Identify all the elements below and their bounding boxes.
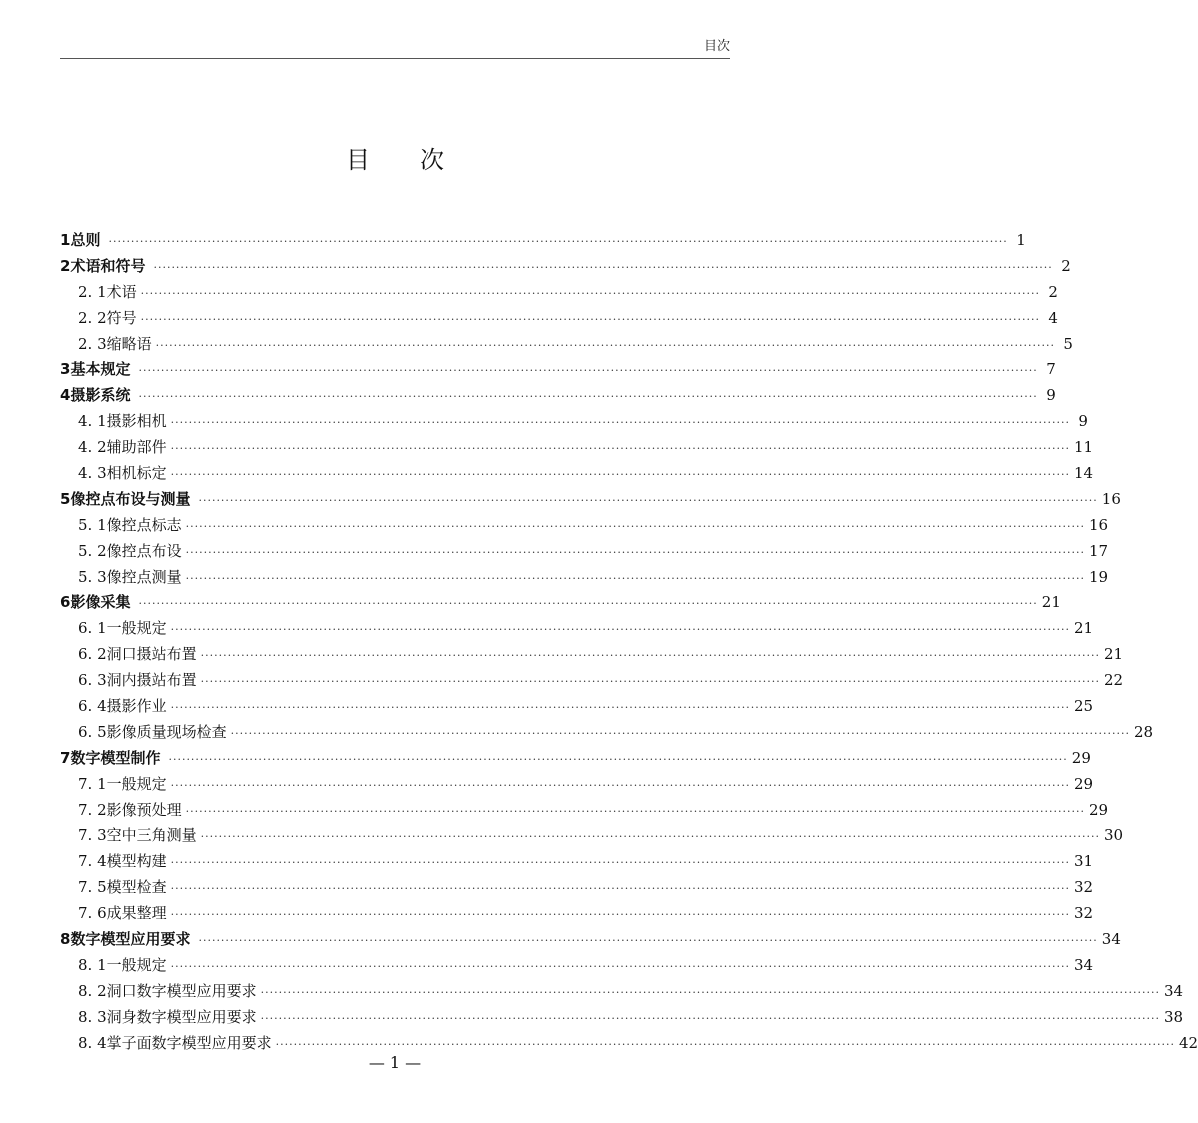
toc-entry-page: 28: [1133, 722, 1154, 741]
toc-entry[interactable]: [60, 487, 1121, 513]
toc-entry-page: 4: [1048, 308, 1058, 327]
toc-entry[interactable]: [60, 383, 1056, 409]
toc-entry-page: 19: [1088, 567, 1109, 586]
toc-leader-dots: ········································································································································································································: [170, 882, 1070, 896]
toc-entry-page: 32: [1073, 878, 1094, 897]
toc-entry-title: 摄影相机: [106, 412, 167, 431]
toc-entry-number: 6: [60, 593, 71, 612]
toc-entry[interactable]: [60, 539, 1109, 565]
toc-entry[interactable]: [60, 642, 1124, 668]
toc-entry-title: 像控点布设: [106, 541, 182, 560]
toc-entry-title: 模型检查: [106, 878, 167, 897]
toc-entry-title: 一般规定: [106, 619, 167, 638]
toc-entry-number: 6. 5: [78, 722, 107, 741]
toc-leader-dots: ········································································································································································································: [198, 493, 1098, 507]
toc-entry-page: 34: [1073, 955, 1094, 974]
toc-entry-title: 一般规定: [106, 774, 167, 793]
toc-entry-number: 7. 6: [78, 904, 107, 923]
toc-entry-title: 影像预处理: [106, 800, 182, 819]
toc-entry-page: 21: [1103, 645, 1124, 664]
toc-leader-dots: ········································································································································································································: [153, 260, 1053, 274]
toc-entry-title: 术语: [106, 282, 137, 301]
page-number: — 1 —: [368, 1053, 422, 1072]
toc-leader-dots: ········································································································································································································: [200, 675, 1100, 689]
toc-leader-dots: ········································································································································································································: [140, 286, 1040, 300]
toc-entry-page: 29: [1073, 774, 1094, 793]
toc-leader-dots: ········································································································································································································: [138, 364, 1038, 378]
toc-entry-page: 22: [1103, 671, 1124, 690]
toc-entry-number: 2. 1: [78, 282, 107, 301]
toc-entry-number: 4. 3: [78, 464, 107, 483]
toc-leader-dots: ········································································································································································································: [140, 312, 1040, 326]
toc-entry[interactable]: [60, 875, 1094, 901]
toc-entry-title: 像控点布设与测量: [70, 489, 191, 508]
toc-entry-number: 8. 2: [78, 981, 107, 1000]
toc-entry[interactable]: [60, 979, 1184, 1005]
toc-entry-title: 掌子面数字模型应用要求: [106, 1033, 272, 1052]
toc-entry[interactable]: [60, 823, 1124, 849]
toc-leader-dots: ········································································································································································································: [185, 545, 1085, 559]
toc-entry-number: 6. 3: [78, 671, 107, 690]
toc-entry[interactable]: [60, 668, 1124, 694]
toc-entry-page: 17: [1088, 541, 1109, 560]
toc-entry-page: 29: [1071, 748, 1091, 767]
toc-entry-number: 5: [60, 489, 71, 508]
toc-entry-number: 8. 3: [78, 1007, 107, 1026]
toc-entry-title: 模型构建: [106, 852, 167, 871]
toc-entry-page: 2: [1048, 282, 1058, 301]
toc-entry-number: 4: [60, 386, 71, 405]
toc-entry[interactable]: [60, 565, 1109, 591]
toc-leader-dots: ········································································································································································································: [260, 985, 1160, 999]
toc-entry-page: 32: [1073, 904, 1094, 923]
toc-entry-title: 缩略语: [106, 334, 152, 353]
toc-leader-dots: ········································································································································································································: [185, 571, 1085, 585]
toc-entry[interactable]: [60, 953, 1094, 979]
toc-leader-dots: ········································································································································································································: [155, 338, 1055, 352]
toc-entry-number: 5. 1: [78, 515, 107, 534]
toc-entry-number: 6. 2: [78, 645, 107, 664]
toc-leader-dots: ········································································································································································································: [200, 830, 1100, 844]
toc-entry-title: 像控点标志: [106, 515, 182, 534]
toc-leader-dots: ········································································································································································································: [230, 726, 1130, 740]
toc-entry-title: 术语和符号: [70, 256, 146, 275]
running-head: 目次: [703, 39, 730, 54]
toc-entry-number: 7. 5: [78, 878, 107, 897]
toc-entry[interactable]: [60, 901, 1094, 927]
toc-entry-number: 2. 2: [78, 308, 107, 327]
toc-entry-page: 30: [1103, 826, 1124, 845]
toc-entry-page: 42: [1178, 1033, 1198, 1052]
toc-entry-title: 洞身数字模型应用要求: [106, 1007, 257, 1026]
toc-leader-dots: ········································································································································································································: [170, 468, 1070, 482]
toc-entry-title: 影像质量现场检查: [106, 722, 227, 741]
toc-entry-number: 4. 2: [78, 438, 107, 457]
toc-entry-title: 摄影作业: [106, 697, 167, 716]
toc-entry[interactable]: [60, 772, 1094, 798]
toc-leader-dots: ········································································································································································································: [170, 701, 1070, 715]
toc-entry[interactable]: [60, 746, 1091, 772]
toc-entry-number: 6. 1: [78, 619, 107, 638]
toc-entry-title: 总则: [70, 231, 101, 249]
toc-entry-number: 5. 2: [78, 541, 107, 560]
toc-entry-number: 8. 4: [78, 1033, 107, 1052]
toc-entry-number: 7. 4: [78, 852, 107, 871]
toc-entry[interactable]: [60, 513, 1109, 539]
toc-entry-page: 2: [1061, 256, 1071, 275]
toc-leader-dots: ········································································································································································································: [170, 856, 1070, 870]
toc-entry[interactable]: [60, 927, 1121, 953]
toc-entry-page: 34: [1163, 981, 1184, 1000]
toc-entry[interactable]: [60, 306, 1058, 332]
toc-entry-page: 9: [1078, 412, 1088, 431]
toc-entry-title: 相机标定: [106, 464, 167, 483]
toc-entry-page: 29: [1088, 800, 1109, 819]
toc-entry-number: 5. 3: [78, 567, 107, 586]
toc-leader-dots: ········································································································································································································: [260, 1011, 1160, 1025]
toc-leader-dots: ········································································································································································································: [138, 390, 1038, 404]
toc-entry-number: 8: [60, 930, 71, 949]
page-title: 目次: [346, 146, 494, 174]
toc-entry-title: 空中三角测量: [106, 826, 197, 845]
toc-entry[interactable]: [60, 332, 1073, 358]
toc-leader-dots: ········································································································································································································: [185, 804, 1085, 818]
toc-leader-dots: ········································································································································································································: [198, 934, 1098, 948]
toc-entry[interactable]: [60, 1005, 1184, 1031]
toc-entry-number: 7. 3: [78, 826, 107, 845]
toc-entry-title: 洞内摄站布置: [106, 671, 197, 690]
toc-entry[interactable]: [60, 616, 1094, 642]
toc-entry-title: 成果整理: [106, 904, 167, 923]
toc-entry-number: 7: [60, 748, 71, 767]
toc-leader-dots: ········································································································································································································: [275, 1037, 1175, 1051]
toc-entry-page: 1: [1016, 231, 1026, 249]
toc-entry-number: 1: [60, 231, 71, 249]
toc-leader-dots: ········································································································································································································: [170, 778, 1070, 792]
toc-leader-dots: ········································································································································································································: [138, 597, 1038, 611]
toc-entry-number: 4. 1: [78, 412, 107, 431]
toc-entry-page: 16: [1088, 515, 1109, 534]
toc-entry-page: 21: [1041, 593, 1061, 612]
toc-leader-dots: ········································································································································································································: [170, 623, 1070, 637]
toc-entry-page: 5: [1063, 334, 1073, 353]
toc-entry-number: 2. 3: [78, 334, 107, 353]
toc-entry-title: 洞口摄站布置: [106, 645, 197, 664]
toc-entry-title: 数字模型制作: [70, 748, 161, 767]
toc-entry-page: 14: [1073, 464, 1094, 483]
toc-leader-dots: ········································································································································································································: [170, 959, 1070, 973]
toc-leader-dots: ········································································································································································································: [108, 235, 1008, 248]
toc-entry-number: 8. 1: [78, 955, 107, 974]
toc-entry-title: 洞口数字模型应用要求: [106, 981, 257, 1000]
toc-entry-title: 数字模型应用要求: [70, 930, 191, 949]
toc-entry[interactable]: [60, 694, 1094, 720]
toc-entry-page: 31: [1073, 852, 1094, 871]
toc-entry[interactable]: [60, 798, 1109, 824]
table-of-contents: [60, 228, 1198, 1057]
header-divider: [60, 58, 730, 59]
toc-entry-number: 7. 1: [78, 774, 107, 793]
toc-entry-page: 21: [1073, 619, 1094, 638]
toc-entry-page: 38: [1163, 1007, 1184, 1026]
toc-entry-page: 11: [1073, 438, 1094, 457]
toc-entry-number: 2: [60, 256, 71, 275]
toc-entry[interactable]: [60, 254, 1071, 280]
toc-leader-dots: ········································································································································································································: [200, 649, 1100, 663]
toc-leader-dots: ········································································································································································································: [170, 908, 1070, 922]
toc-entry-page: 16: [1101, 489, 1121, 508]
toc-entry-number: 7. 2: [78, 800, 107, 819]
toc-entry[interactable]: [60, 409, 1088, 435]
toc-entry-title: 基本规定: [70, 360, 131, 379]
toc-entry[interactable]: [60, 849, 1094, 875]
toc-entry-title: 符号: [106, 308, 137, 327]
toc-entry-title: 一般规定: [106, 955, 167, 974]
toc-leader-dots: ········································································································································································································: [185, 519, 1085, 533]
toc-entry[interactable]: [60, 357, 1056, 383]
toc-entry-title: 像控点测量: [106, 567, 182, 586]
toc-entry-number: 6. 4: [78, 697, 107, 716]
toc-entry-title: 辅助部件: [106, 438, 167, 457]
toc-entry-page: 9: [1046, 386, 1056, 405]
toc-leader-dots: ········································································································································································································: [170, 416, 1070, 430]
toc-entry-number: 3: [60, 360, 71, 379]
toc-entry-title: 摄影系统: [70, 386, 131, 405]
toc-leader-dots: ········································································································································································································: [170, 442, 1070, 456]
toc-leader-dots: ········································································································································································································: [168, 752, 1068, 766]
toc-entry[interactable]: [60, 435, 1094, 461]
toc-entry-page: 7: [1046, 360, 1056, 379]
toc-entry[interactable]: [60, 280, 1058, 306]
toc-entry-page: 34: [1101, 930, 1121, 949]
toc-entry[interactable]: [60, 720, 1154, 746]
toc-entry[interactable]: [60, 590, 1061, 616]
toc-entry-title: 影像采集: [70, 593, 131, 612]
toc-entry[interactable]: [60, 461, 1094, 487]
toc-entry[interactable]: [60, 228, 1026, 254]
toc-entry-page: 25: [1073, 697, 1094, 716]
